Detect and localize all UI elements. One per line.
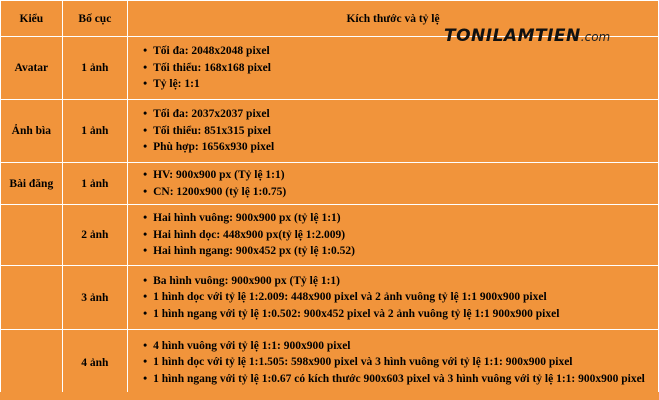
size-list-item: • Hai hình ngang: 900x452 px (tỷ lệ 1:0.52) [144,243,652,260]
cell-layout: 4 ảnh [62,330,127,396]
size-list [134,210,652,260]
size-list [134,167,652,200]
size-list-item: • 1 hình ngang với tỷ lệ 1:0.67 có kích thước 900x603 pixel và 3 hình vuông với tỷ lệ 1:1: 900x900 pixel [144,371,652,388]
cell-type [1,205,63,266]
cell-sizes [128,205,659,266]
cell-layout: 1 ảnh [62,163,127,205]
cell-layout: 2 ảnh [62,205,127,266]
size-list-item: • Tối thiểu: 851x315 pixel [144,123,652,140]
table-row [1,330,659,396]
table-row [1,266,659,330]
cell-type [1,330,63,396]
size-list-item: • Ba hình vuông: 900x900 px (Tỷ lệ 1:1) [144,273,652,290]
cell-type: Bài đăng [1,163,63,205]
header-type: Kiểu [1,1,63,37]
cell-sizes [128,330,659,396]
size-list [134,106,652,156]
cell-type: Ảnh bìa [1,100,63,163]
table-row [1,205,659,266]
table-body [1,37,659,396]
logo-domain: .com [580,30,611,44]
cell-type: Avatar [1,37,63,100]
size-list-item: • 1 hình dọc với tỷ lệ 1:2.009: 448x900 pixel và 2 ảnh vuông tỷ lệ 1:1 900x900 pixel [144,289,652,306]
size-list-item: • Tỷ lệ: 1:1 [144,76,652,93]
cell-layout: 3 ảnh [62,266,127,330]
header-size-ratio: Kích thước và tỷ lệ [128,1,659,37]
size-list-item: • Hai hình vuông: 900x900 px (tỷ lệ 1:1) [144,210,652,227]
site-logo [444,26,610,46]
table-row [1,100,659,163]
table-row [1,163,659,205]
header-layout: Bố cục [62,1,127,37]
size-list [134,43,652,93]
bottom-strip [0,392,659,400]
size-list-item: • Tối đa: 2037x2037 pixel [144,106,652,123]
cell-layout: 1 ảnh [62,100,127,163]
size-list-item: • Tối thiểu: 168x168 pixel [144,60,652,77]
size-list-item: • 1 hình dọc với tỷ lệ 1:1.505: 598x900 pixel và 3 hình vuông với tỷ lệ 1:1: 900x900 pixel [144,354,652,371]
size-list [134,273,652,323]
size-list-item: • 4 hình vuông với tỷ lệ 1:1: 900x900 pixel [144,338,652,355]
size-list-item: • 1 hình ngang với tỷ lệ 1:0.502: 900x452 pixel và 2 ảnh vuông tỷ lệ 1:1 900x900 pixel [144,306,652,323]
logo-text: TONILAMTIEN [444,26,581,46]
cell-layout: 1 ảnh [62,37,127,100]
cell-type [1,266,63,330]
size-list-item: • Hai hình dọc: 448x900 px(tỷ lệ 1:2.009) [144,227,652,244]
size-list [134,338,652,388]
cell-sizes [128,266,659,330]
size-list-item: • Tối đa: 2048x2048 pixel [144,43,652,60]
cell-sizes [128,100,659,163]
size-list-item: • CN: 1200x900 (tỷ lệ 1:0.75) [144,184,652,201]
cell-sizes [128,163,659,205]
size-list-item: • Phù hợp: 1656x930 pixel [144,139,652,156]
size-list-item: • HV: 900x900 px (Tỷ lệ 1:1) [144,167,652,184]
